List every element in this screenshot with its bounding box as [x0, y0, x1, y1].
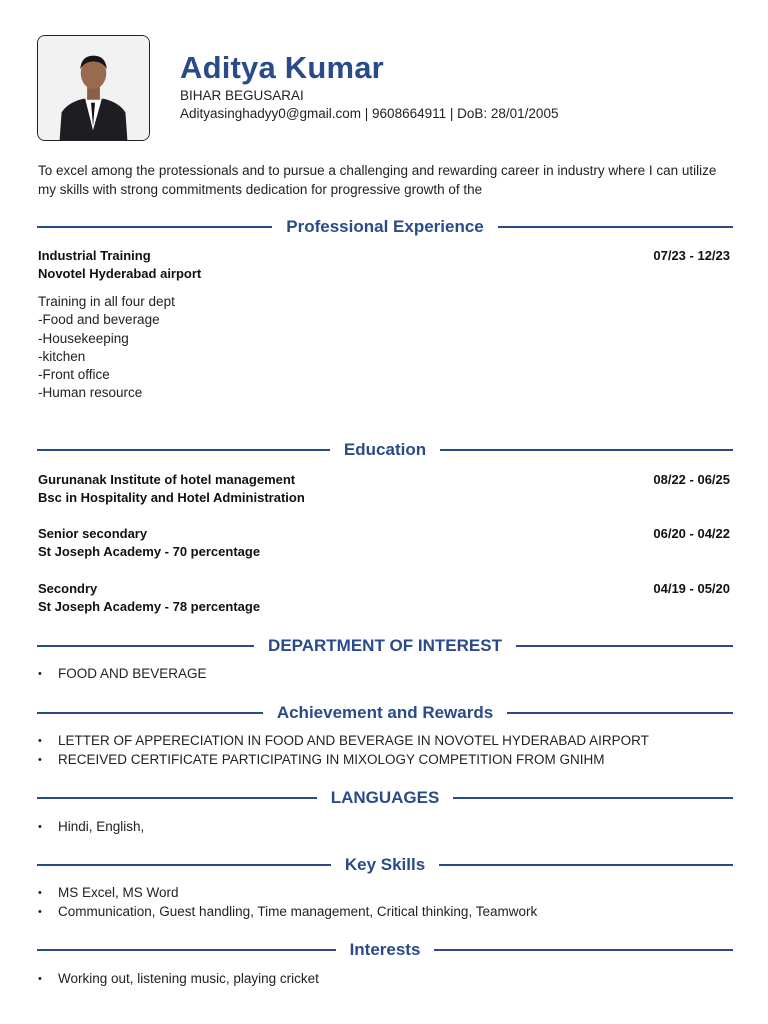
education-institution: Gurunanak Institute of hotel management [38, 472, 296, 487]
experience-entry [38, 247, 730, 283]
divider-line [37, 449, 330, 451]
divider-line [37, 797, 317, 799]
education-entry [38, 580, 730, 616]
divider-line [434, 949, 733, 951]
experience-title: Industrial Training [38, 248, 151, 263]
divider-line [37, 712, 263, 714]
skills-heading: Key Skills [344, 855, 426, 874]
divider-line [37, 864, 331, 866]
interests-list [38, 970, 319, 989]
achievements-list [38, 732, 649, 769]
divider-line [507, 712, 733, 714]
candidate-location: BIHAR BEGUSARAI [180, 88, 304, 103]
detail-line: -Housekeeping [38, 330, 129, 346]
detail-line: -Human resource [38, 385, 143, 401]
divider-line [37, 645, 254, 647]
detail-line: -Front office [38, 367, 110, 383]
list-item: • MS Excel, MS Word [38, 884, 537, 903]
languages-section-header [37, 788, 733, 808]
list-item: • RECEIVED CERTIFICATE PARTICIPATING IN MIXOLOGY COMPETITION FROM GNIHM [38, 751, 649, 770]
divider-line [37, 226, 272, 228]
divider-line [439, 864, 733, 866]
interests-section-header [37, 940, 733, 960]
education-institution: Secondry [38, 581, 98, 596]
list-item: • Hindi, English, [38, 818, 144, 837]
experience-heading: Professional Experience [286, 217, 484, 236]
list-item: • Working out, listening music, playing cricket [38, 970, 319, 989]
divider-line [516, 645, 733, 647]
list-item: • LETTER OF APPERECIATION IN FOOD AND BEVERAGE IN NOVOTEL HYDERABAD AIRPORT [38, 732, 649, 751]
contact-info: Adityasinghadyy0@gmail.com | 9608664911 | DoB: 28/01/2005 [180, 106, 559, 121]
experience-dates: 07/23 - 12/23 [653, 248, 730, 263]
education-entry [38, 525, 730, 561]
education-dates: 04/19 - 05/20 [653, 581, 730, 596]
department-heading: DEPARTMENT OF INTEREST [268, 636, 502, 655]
list-item: • Communication, Guest handling, Time management, Critical thinking, Teamwork [38, 903, 537, 922]
interests-heading: Interests [349, 940, 421, 959]
career-objective: To excel among the protessionals and to pursue a challenging and rewarding career in industry where I can utilize my skills with strong commitments dedication for progressive growth of the [38, 163, 717, 197]
skills-list [38, 884, 537, 921]
divider-line [453, 797, 733, 799]
list-item: • FOOD AND BEVERAGE [38, 665, 207, 684]
profile-photo [37, 35, 150, 141]
education-entry [38, 471, 730, 507]
education-heading: Education [343, 440, 427, 459]
candidate-name: Aditya Kumar [180, 50, 384, 85]
education-dates: 08/22 - 06/25 [653, 472, 730, 487]
education-dates: 06/20 - 04/22 [653, 526, 730, 541]
languages-heading: LANGUAGES [330, 788, 440, 807]
education-section-header [37, 440, 733, 460]
education-degree: Bsc in Hospitality and Hotel Administration [38, 490, 305, 505]
detail-line: Training in all four dept [38, 294, 175, 309]
detail-line: -kitchen [38, 348, 86, 364]
department-section-header [37, 636, 733, 656]
education-degree: St Joseph Academy - 70 percentage [38, 544, 261, 559]
skills-section-header [37, 855, 733, 875]
divider-line [498, 226, 733, 228]
detail-line: -Food and beverage [38, 312, 160, 328]
experience-details [38, 293, 175, 403]
achievements-section-header [37, 703, 733, 723]
education-institution: Senior secondary [38, 526, 148, 541]
experience-section-header [37, 217, 733, 237]
achievements-heading: Achievement and Rewards [276, 703, 494, 722]
languages-list [38, 818, 144, 837]
department-list [38, 665, 207, 684]
divider-line [37, 949, 336, 951]
education-degree: St Joseph Academy - 78 percentage [38, 599, 261, 614]
experience-place: Novotel Hyderabad airport [38, 266, 202, 281]
divider-line [440, 449, 733, 451]
